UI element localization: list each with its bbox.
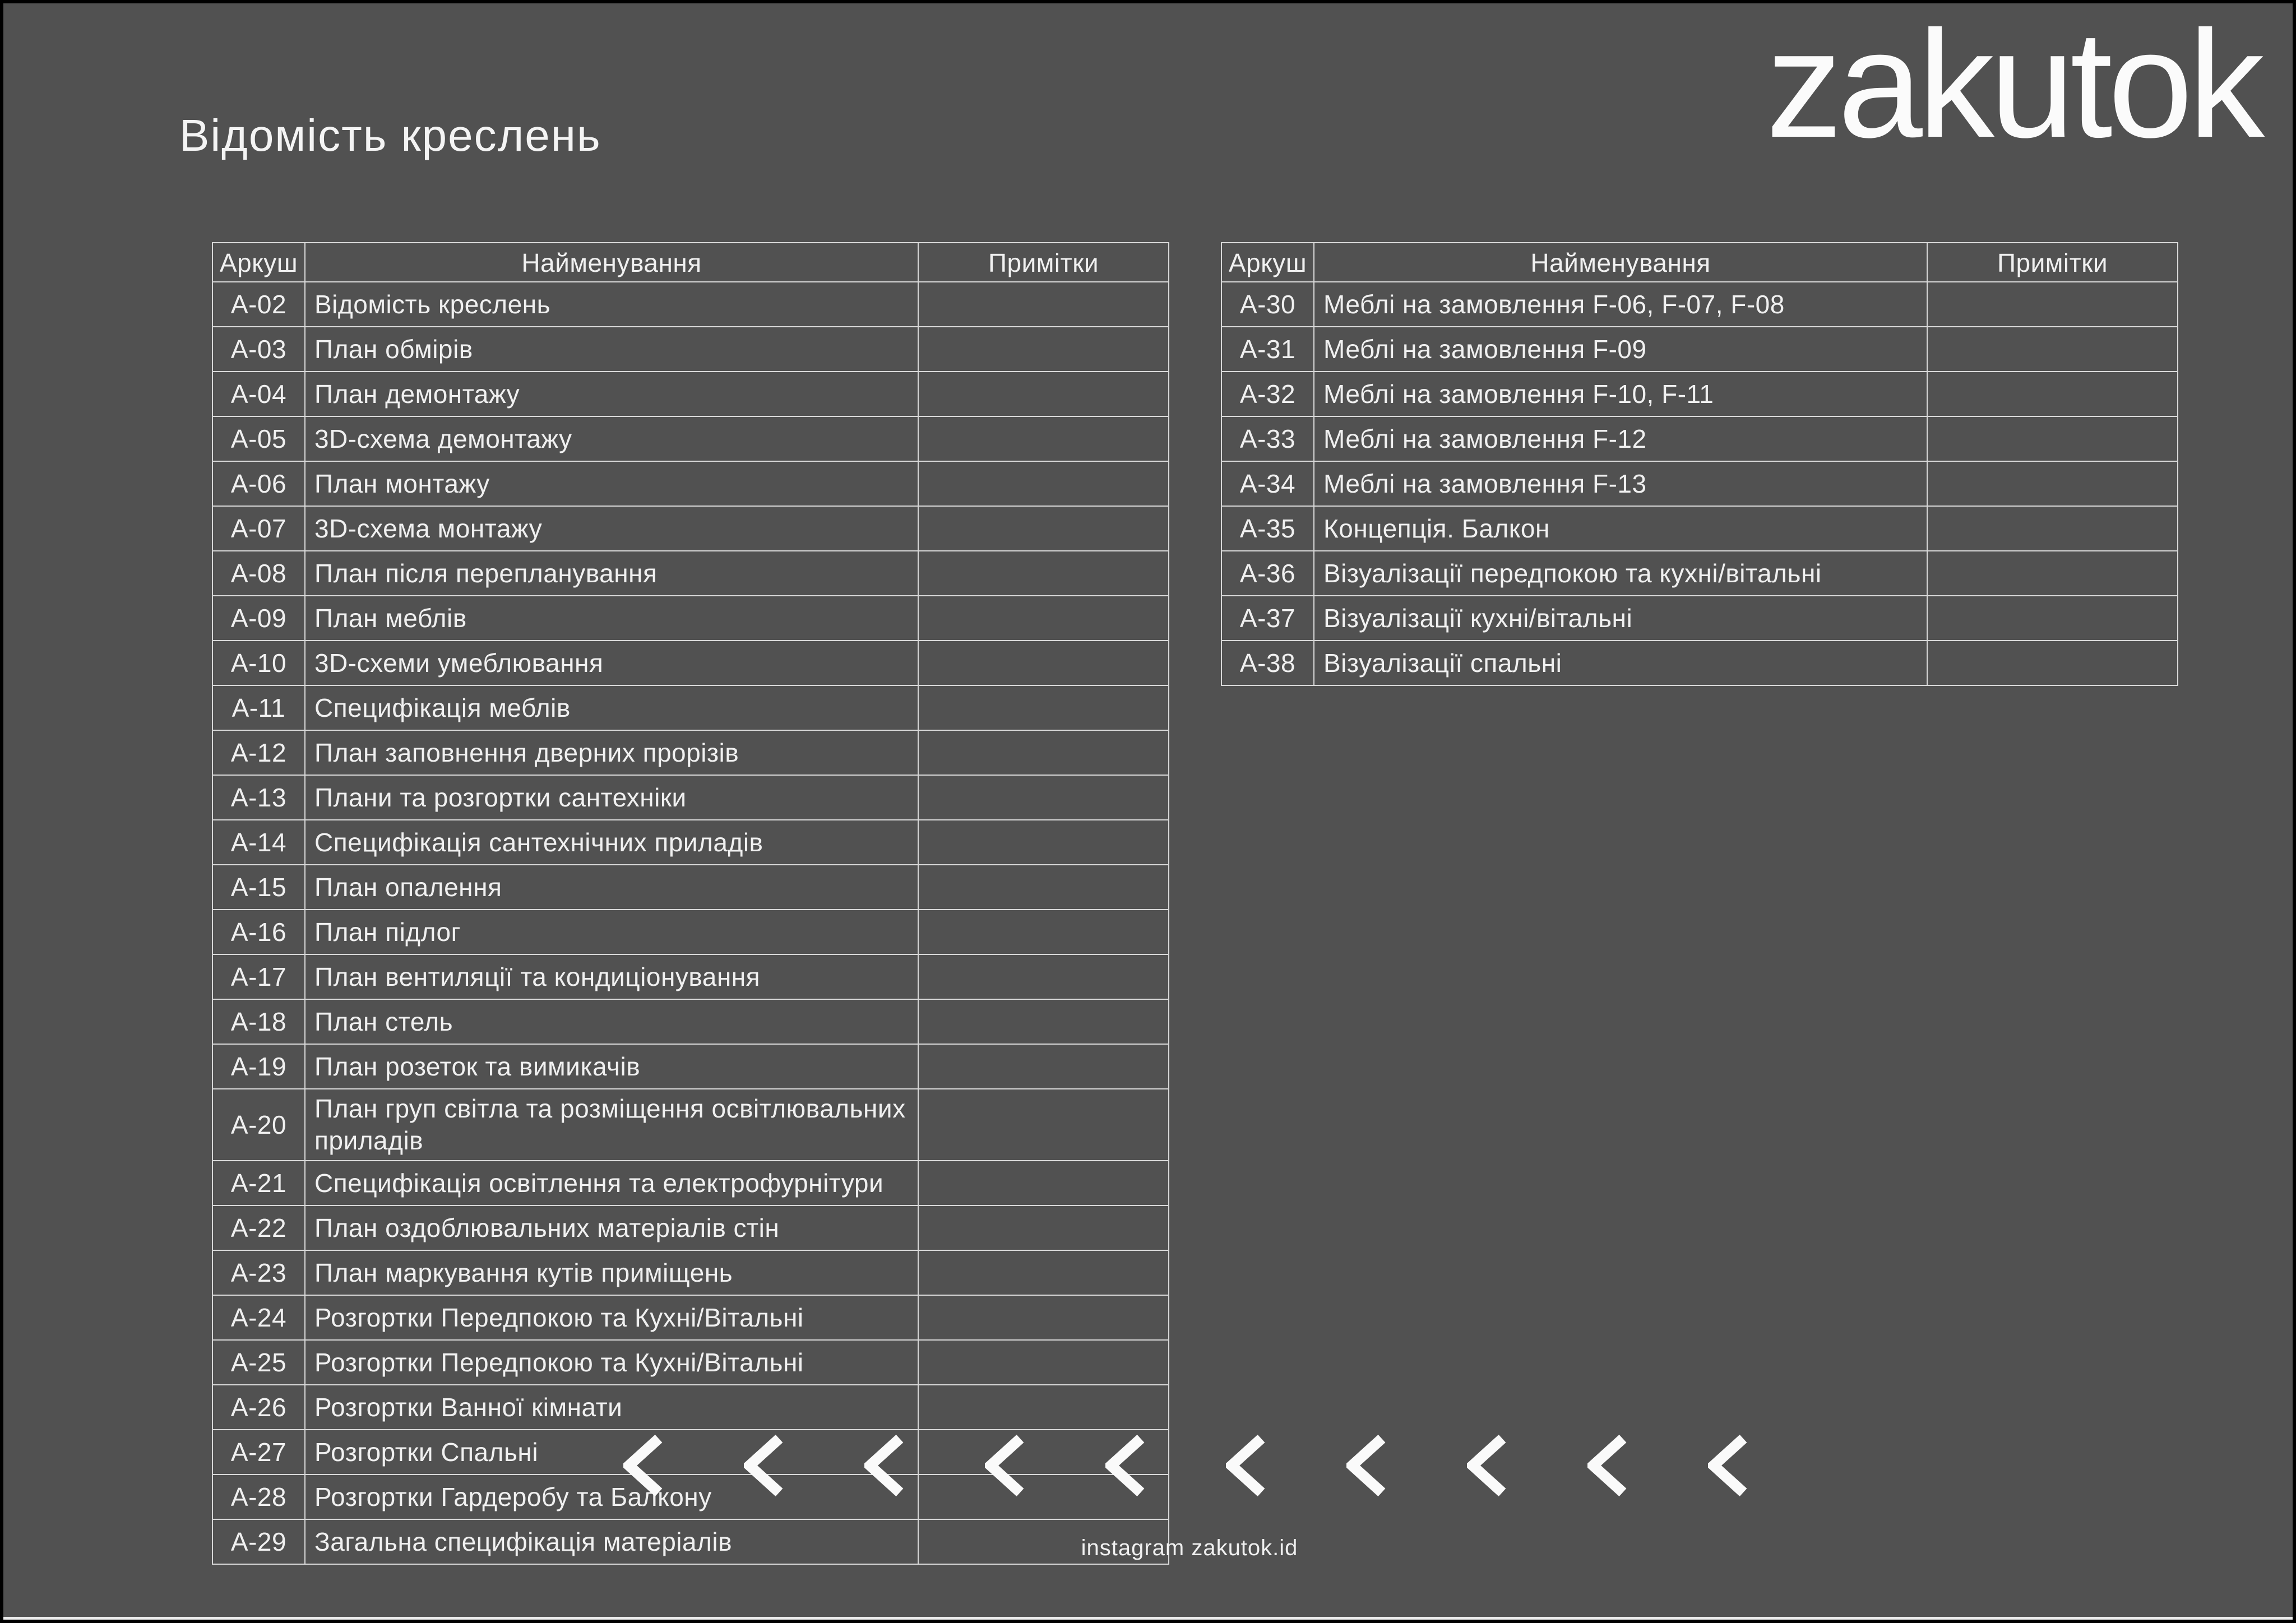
chevron-left-icon	[744, 1434, 784, 1497]
notes-cell	[918, 910, 1169, 954]
drawing-name-cell: План демонтажу	[305, 372, 918, 416]
table-row	[212, 910, 1169, 954]
drawing-name-cell: Відомість креслень	[305, 282, 918, 327]
drawing-name-cell: Розгортки Гардеробу та Балкону	[305, 1474, 918, 1519]
drawing-name-cell: Меблі на замовлення F-06, F-07, F-08	[1314, 282, 1927, 327]
sheet-number-cell: A-11	[212, 685, 305, 730]
table-header-row	[1221, 243, 2178, 282]
table-row	[212, 1044, 1169, 1089]
table-row	[212, 641, 1169, 685]
drawing-name-cell: Специфікація сантехнічних приладів	[305, 820, 918, 865]
table-header-row	[212, 243, 1169, 282]
sheet-number-cell: A-29	[212, 1519, 305, 1564]
table-row	[212, 551, 1169, 596]
chevron-left-icon	[1226, 1434, 1266, 1497]
table-row	[212, 865, 1169, 910]
drawing-name-cell: Меблі на замовлення F-09	[1314, 327, 1927, 372]
table-row	[212, 685, 1169, 730]
notes-cell	[918, 506, 1169, 551]
chevron-left-icon	[1105, 1434, 1146, 1497]
sheet-number-cell: A-09	[212, 596, 305, 641]
column-header-name: Найменування	[305, 243, 918, 282]
drawing-name-cell: План опалення	[305, 865, 918, 910]
table-row	[212, 1205, 1169, 1250]
notes-cell	[918, 1205, 1169, 1250]
drawing-name-cell: План заповнення дверних прорізів	[305, 730, 918, 775]
sheet-number-cell: A-32	[1221, 372, 1314, 416]
notes-cell	[918, 551, 1169, 596]
table-row	[1221, 551, 2178, 596]
drawing-name-cell: Загальна специфікація матеріалів	[305, 1519, 918, 1564]
sheet-number-cell: A-38	[1221, 641, 1314, 685]
drawing-name-cell: Специфікація освітлення та електрофурнітури	[305, 1161, 918, 1205]
sheet-number-cell: A-33	[1221, 416, 1314, 461]
notes-cell	[1927, 282, 2178, 327]
drawing-name-cell: План підлог	[305, 910, 918, 954]
drawing-name-cell: Візуалізації передпокою та кухні/вітальні	[1314, 551, 1927, 596]
notes-cell	[918, 1295, 1169, 1340]
table-row	[1221, 596, 2178, 641]
column-header-sheet: Аркуш	[1221, 243, 1314, 282]
table-row	[212, 1295, 1169, 1340]
notes-cell	[918, 1250, 1169, 1295]
table-row	[212, 506, 1169, 551]
notes-cell	[918, 685, 1169, 730]
drawing-name-cell: Візуалізації спальні	[1314, 641, 1927, 685]
chevron-left-icon	[864, 1434, 905, 1497]
notes-cell	[918, 327, 1169, 372]
table-row	[212, 1161, 1169, 1205]
sheet-number-cell: A-27	[212, 1430, 305, 1474]
table-row	[212, 596, 1169, 641]
notes-cell	[918, 1044, 1169, 1089]
column-header-notes: Примітки	[918, 243, 1169, 282]
drawing-name-cell: План маркування кутів приміщень	[305, 1250, 918, 1295]
table-row	[212, 999, 1169, 1044]
table-row	[212, 1250, 1169, 1295]
sheet-number-cell: A-24	[212, 1295, 305, 1340]
drawing-name-cell: Розгортки Ванної кімнати	[305, 1385, 918, 1430]
drawing-name-cell: Меблі на замовлення F-13	[1314, 461, 1927, 506]
drawing-name-cell: 3D-схема монтажу	[305, 506, 918, 551]
notes-cell	[1927, 506, 2178, 551]
sheet-number-cell: A-31	[1221, 327, 1314, 372]
drawing-name-cell: Меблі на замовлення F-12	[1314, 416, 1927, 461]
table-row	[212, 730, 1169, 775]
notes-cell	[1927, 596, 2178, 641]
notes-cell	[1927, 461, 2178, 506]
sheet-number-cell: A-17	[212, 954, 305, 999]
sheet-number-cell: A-18	[212, 999, 305, 1044]
table-row	[212, 416, 1169, 461]
notes-cell	[918, 461, 1169, 506]
sheet-number-cell: A-28	[212, 1474, 305, 1519]
notes-cell	[918, 820, 1169, 865]
drawing-name-cell: 3D-схеми умеблювання	[305, 641, 918, 685]
sheet-number-cell: A-22	[212, 1205, 305, 1250]
table-row	[212, 1519, 1169, 1564]
table-row	[212, 1340, 1169, 1385]
notes-cell	[918, 999, 1169, 1044]
column-header-name: Найменування	[1314, 243, 1927, 282]
table-row	[1221, 416, 2178, 461]
notes-cell	[918, 416, 1169, 461]
table-row	[212, 775, 1169, 820]
sheet-number-cell: A-08	[212, 551, 305, 596]
sheet-number-cell: A-30	[1221, 282, 1314, 327]
drawing-name-cell: План після перепланування	[305, 551, 918, 596]
notes-cell	[918, 730, 1169, 775]
column-header-notes: Примітки	[1927, 243, 2178, 282]
notes-cell	[918, 1161, 1169, 1205]
sheet-number-cell: A-04	[212, 372, 305, 416]
sheet-number-cell: A-15	[212, 865, 305, 910]
sheet-number-cell: A-16	[212, 910, 305, 954]
table-row	[212, 1385, 1169, 1430]
sheet-number-cell: A-06	[212, 461, 305, 506]
sheet-number-cell: A-12	[212, 730, 305, 775]
notes-cell	[918, 641, 1169, 685]
table-row	[212, 954, 1169, 999]
drawing-name-cell: План стель	[305, 999, 918, 1044]
drawing-name-cell: План обмірів	[305, 327, 918, 372]
page-title: Відомість креслень	[179, 110, 601, 160]
column-header-sheet: Аркуш	[212, 243, 305, 282]
sheet-number-cell: A-21	[212, 1161, 305, 1205]
sheet-number-cell: A-02	[212, 282, 305, 327]
drawing-name-cell: План монтажу	[305, 461, 918, 506]
chevron-left-icon	[1346, 1434, 1387, 1497]
sheet-number-cell: A-07	[212, 506, 305, 551]
notes-cell	[918, 1385, 1169, 1430]
bottom-accent-line	[3, 1617, 2293, 1620]
notes-cell	[918, 372, 1169, 416]
drawing-name-cell: Плани та розгортки сантехніки	[305, 775, 918, 820]
chevron-left-icon	[1587, 1434, 1628, 1497]
notes-cell	[1927, 416, 2178, 461]
sheet-number-cell: A-37	[1221, 596, 1314, 641]
drawing-name-cell: Меблі на замовлення F-10, F-11	[1314, 372, 1927, 416]
drawing-name-cell: План груп світла та розміщення освітлювальних приладів	[305, 1089, 918, 1161]
table-row	[212, 461, 1169, 506]
chevron-left-icon	[1708, 1434, 1748, 1497]
drawing-name-cell: Розгортки Передпокою та Кухні/Вітальні	[305, 1295, 918, 1340]
notes-cell	[1927, 551, 2178, 596]
drawing-name-cell: План розеток та вимикачів	[305, 1044, 918, 1089]
drawing-list-table-right	[1221, 242, 2178, 686]
table-row	[1221, 327, 2178, 372]
chevron-left-icon	[623, 1434, 664, 1497]
sheet-number-cell: A-19	[212, 1044, 305, 1089]
sheet-number-cell: A-03	[212, 327, 305, 372]
sheet-number-cell: A-20	[212, 1089, 305, 1161]
notes-cell	[1927, 327, 2178, 372]
sheet-number-cell: A-35	[1221, 506, 1314, 551]
sheet-number-cell: A-36	[1221, 551, 1314, 596]
notes-cell	[918, 282, 1169, 327]
drawing-name-cell: Візуалізації кухні/вітальні	[1314, 596, 1927, 641]
sheet-number-cell: A-10	[212, 641, 305, 685]
table-row	[1221, 641, 2178, 685]
drawing-name-cell: План оздоблювальних матеріалів стін	[305, 1205, 918, 1250]
notes-cell	[918, 775, 1169, 820]
drawing-name-cell: План меблів	[305, 596, 918, 641]
sheet-number-cell: A-26	[212, 1385, 305, 1430]
table-row	[212, 327, 1169, 372]
notes-cell	[918, 865, 1169, 910]
chevron-left-icon	[1467, 1434, 1507, 1497]
table-row	[1221, 506, 2178, 551]
notes-cell	[1927, 641, 2178, 685]
notes-cell	[918, 954, 1169, 999]
notes-cell	[918, 596, 1169, 641]
notes-cell	[918, 1089, 1169, 1161]
sheet-number-cell: A-25	[212, 1340, 305, 1385]
table-row	[1221, 282, 2178, 327]
chevron-left-icon	[985, 1434, 1025, 1497]
chevron-row	[623, 1434, 1748, 1497]
table-row	[212, 820, 1169, 865]
drawing-name-cell: Специфікація меблів	[305, 685, 918, 730]
notes-cell	[918, 1340, 1169, 1385]
drawing-name-cell: 3D-схема демонтажу	[305, 416, 918, 461]
table-row	[212, 372, 1169, 416]
sheet-number-cell: A-05	[212, 416, 305, 461]
table-row	[212, 1089, 1169, 1161]
sheet-number-cell: A-34	[1221, 461, 1314, 506]
drawing-name-cell: Концепція. Балкон	[1314, 506, 1927, 551]
studio-logo: zakutok	[1766, 0, 2260, 169]
sheet-number-cell: A-13	[212, 775, 305, 820]
notes-cell	[1927, 372, 2178, 416]
sheet-number-cell: A-23	[212, 1250, 305, 1295]
drawing-name-cell: План вентиляції та кондиціонування	[305, 954, 918, 999]
table-row	[212, 282, 1169, 327]
drawing-list-table-left	[212, 242, 1169, 1565]
table-row	[1221, 372, 2178, 416]
drawing-name-cell: Розгортки Передпокою та Кухні/Вітальні	[305, 1340, 918, 1385]
sheet-number-cell: A-14	[212, 820, 305, 865]
table-row	[1221, 461, 2178, 506]
instagram-handle: instagram zakutok.id	[1081, 1536, 1298, 1560]
drawing-name-cell: Розгортки Спальні	[305, 1430, 918, 1474]
